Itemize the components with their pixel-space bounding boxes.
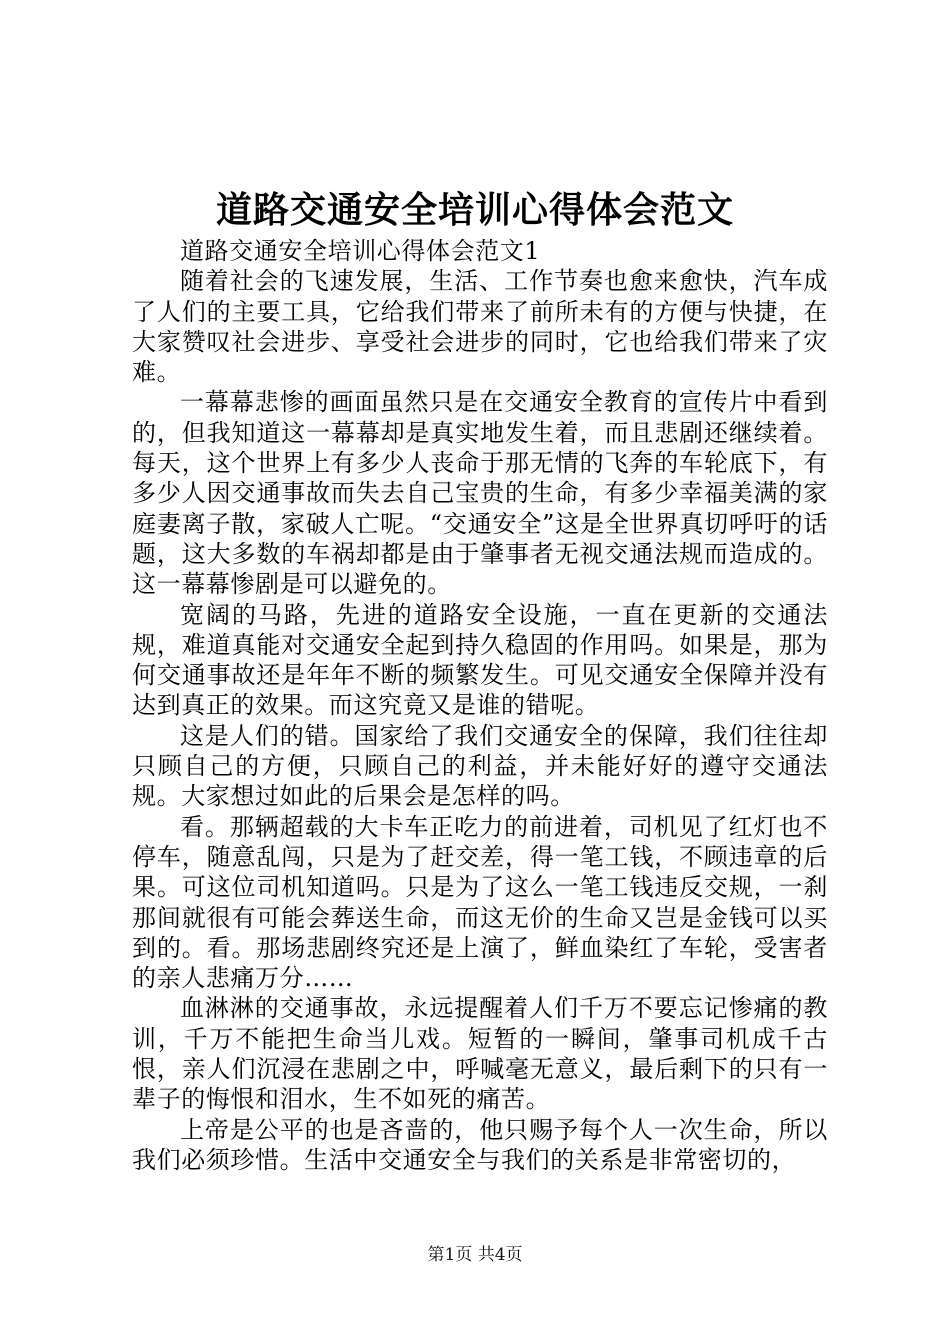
paragraph: 随着社会的飞速发展，生活、工作节奏也愈来愈快，汽车成了人们的主要工具，它给我们带来了前所未有的方便与快捷，在大家赞叹社会进步、享受社会进步的同时，它也给我们带来了灾难。 [132, 267, 828, 387]
paragraph: 上帝是公平的也是吝啬的，他只赐予每个人一次生命，所以我们必须珍惜。生活中交通安全与我们的关系是非常密切的， [132, 1115, 828, 1174]
document-body [132, 236, 828, 1175]
document-title: 道路交通安全培训心得体会范文 [215, 189, 734, 231]
paragraph: 宽阔的马路，先进的道路安全设施，一直在更新的交通法规，难道真能对交通安全起到持久稳固的作用吗。如果是，那为何交通事故还是年年不断的频繁发生。可见交通安全保障并没有达到真正的效果。而这究竟又是谁的错呢。 [132, 600, 828, 720]
section-subtitle: 道路交通安全培训心得体会范文1 [180, 237, 541, 265]
paragraph: 这是人们的错。国家给了我们交通安全的保障，我们往往却只顾自己的方便，只顾自己的利益，并未能好好的遵守交通法规。大家想过如此的后果会是怎样的吗。 [132, 721, 828, 811]
paragraph: 一幕幕悲惨的画面虽然只是在交通安全教育的宣传片中看到的，但我知道这一幕幕却是真实地发生着，而且悲剧还继续着。每天，这个世界上有多少人丧命于那无情的飞奔的车轮底下，有多少人因交通事故而失去自己宝贵的生命，有多少幸福美满的家庭妻离子散，家破人亡呢。“交通安全”这是全世界真切呼吁的话题，这大多数的车祸却都是由于肇事者无视交通法规而造成的。这一幕幕惨剧是可以避免的。 [132, 388, 828, 599]
paragraph: 血淋淋的交通事故，永远提醒着人们千万不要忘记惨痛的教训，千万不能把生命当儿戏。短暂的一瞬间，肇事司机成千古恨，亲人们沉浸在悲剧之中，呼喊毫无意义，最后剩下的只有一辈子的悔恨和泪水，生不如死的痛苦。 [132, 994, 828, 1114]
paragraph: 看。那辆超载的大卡车正吃力的前进着，司机见了红灯也不停车，随意乱闯，只是为了赶交差，得一笔工钱，不顾违章的后果。可这位司机知道吗。只是为了这么一笔工钱违反交规，一刹那间就很有可能会葬送生命，而这无价的生命又岂是金钱可以买到的。看。那场悲剧终究还是上演了，鲜血染红了车轮，受害者的亲人悲痛万分…… [132, 812, 828, 993]
page-number-footer: 第1页 共4页 [427, 1245, 523, 1265]
